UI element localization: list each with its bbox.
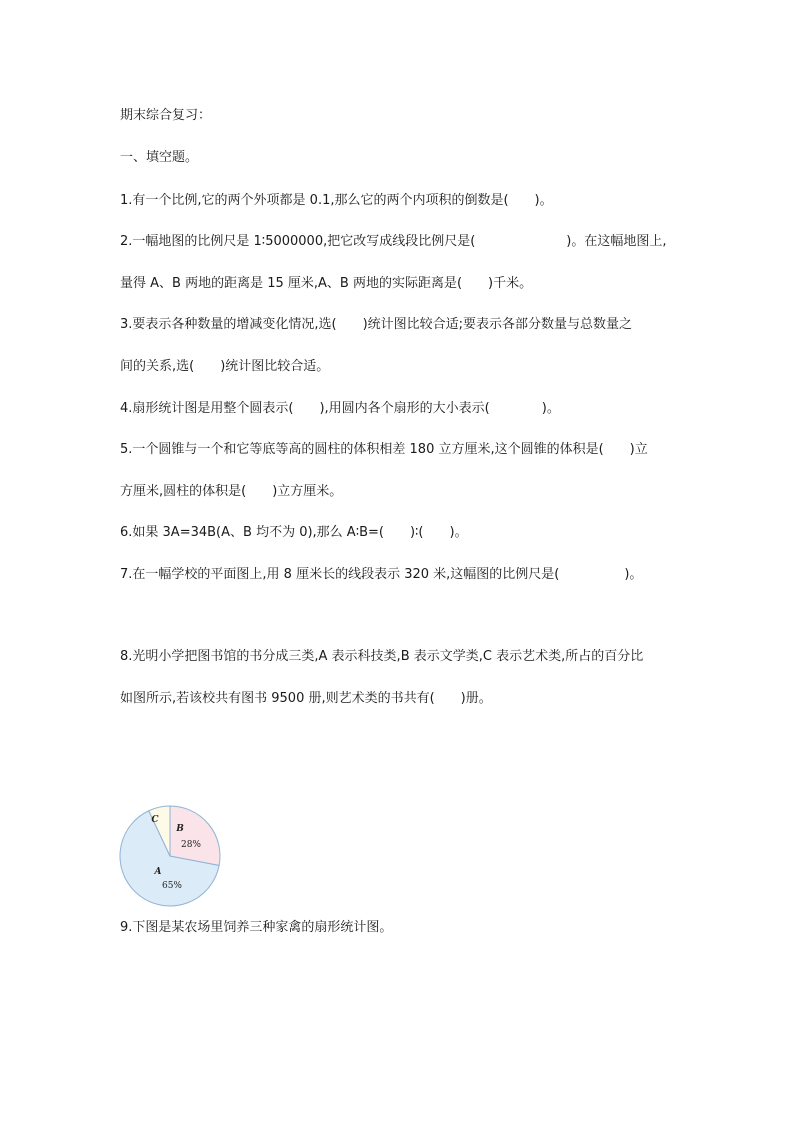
question-3-line-1: 3.要表示各种数量的增减变化情况,选( )统计图比较合适;要表示各部分数量与总数量之: [120, 317, 633, 332]
question-5-line-1: 5.一个圆锥与一个和它等底等高的圆柱的体积相差 180 立方厘米,这个圆锥的体积是( )立: [120, 442, 648, 457]
question-6: 6.如果 3A=34B(A、B 均不为 0),那么 A∶B=( )∶( )。: [120, 525, 468, 540]
pie-label-a: A: [154, 867, 162, 877]
question-8-line-2: 如图所示,若该校共有图书 9500 册,则艺术类的书共有( )册。: [120, 691, 492, 706]
doc-title: 期末综合复习：: [120, 108, 212, 123]
pie-label-b: B: [176, 824, 184, 834]
pie-label-c: C: [151, 815, 159, 825]
question-4: 4.扇形统计图是用整个圆表示( ),用圆内各个扇形的大小表示( )。: [120, 401, 560, 416]
question-3-line-2: 间的关系,选( )统计图比较合适。: [120, 359, 330, 374]
pie-chart: [118, 804, 224, 908]
pie-value-a: 65%: [161, 881, 183, 891]
question-2-line-2: 量得 A、B 两地的距离是 15 厘米,A、B 两地的实际距离是( )千米。: [120, 276, 533, 291]
question-8-line-1: 8.光明小学把图书馆的书分成三类,A 表示科技类,B 表示文学类,C 表示艺术类,所占的百分比: [120, 649, 644, 664]
question-9: 9.下图是某农场里饲养三种家禽的扇形统计图。: [120, 920, 393, 935]
pie-slice-b: [170, 806, 220, 865]
pie-value-b: 28%: [180, 840, 202, 850]
section-heading: 一、填空题。: [120, 150, 199, 165]
question-7: 7.在一幅学校的平面图上,用 8 厘米长的线段表示 320 米,这幅图的比例尺是( )。: [120, 567, 643, 582]
question-2-line-1: 2.一幅地图的比例尺是 1∶5000000,把它改写成线段比例尺是( )。在这幅地图上,: [120, 234, 667, 249]
question-5-line-2: 方厘米,圆柱的体积是( )立方厘米。: [120, 484, 343, 499]
question-1: 1.有一个比例,它的两个外项都是 0.1,那么它的两个内项积的倒数是( )。: [120, 193, 553, 208]
